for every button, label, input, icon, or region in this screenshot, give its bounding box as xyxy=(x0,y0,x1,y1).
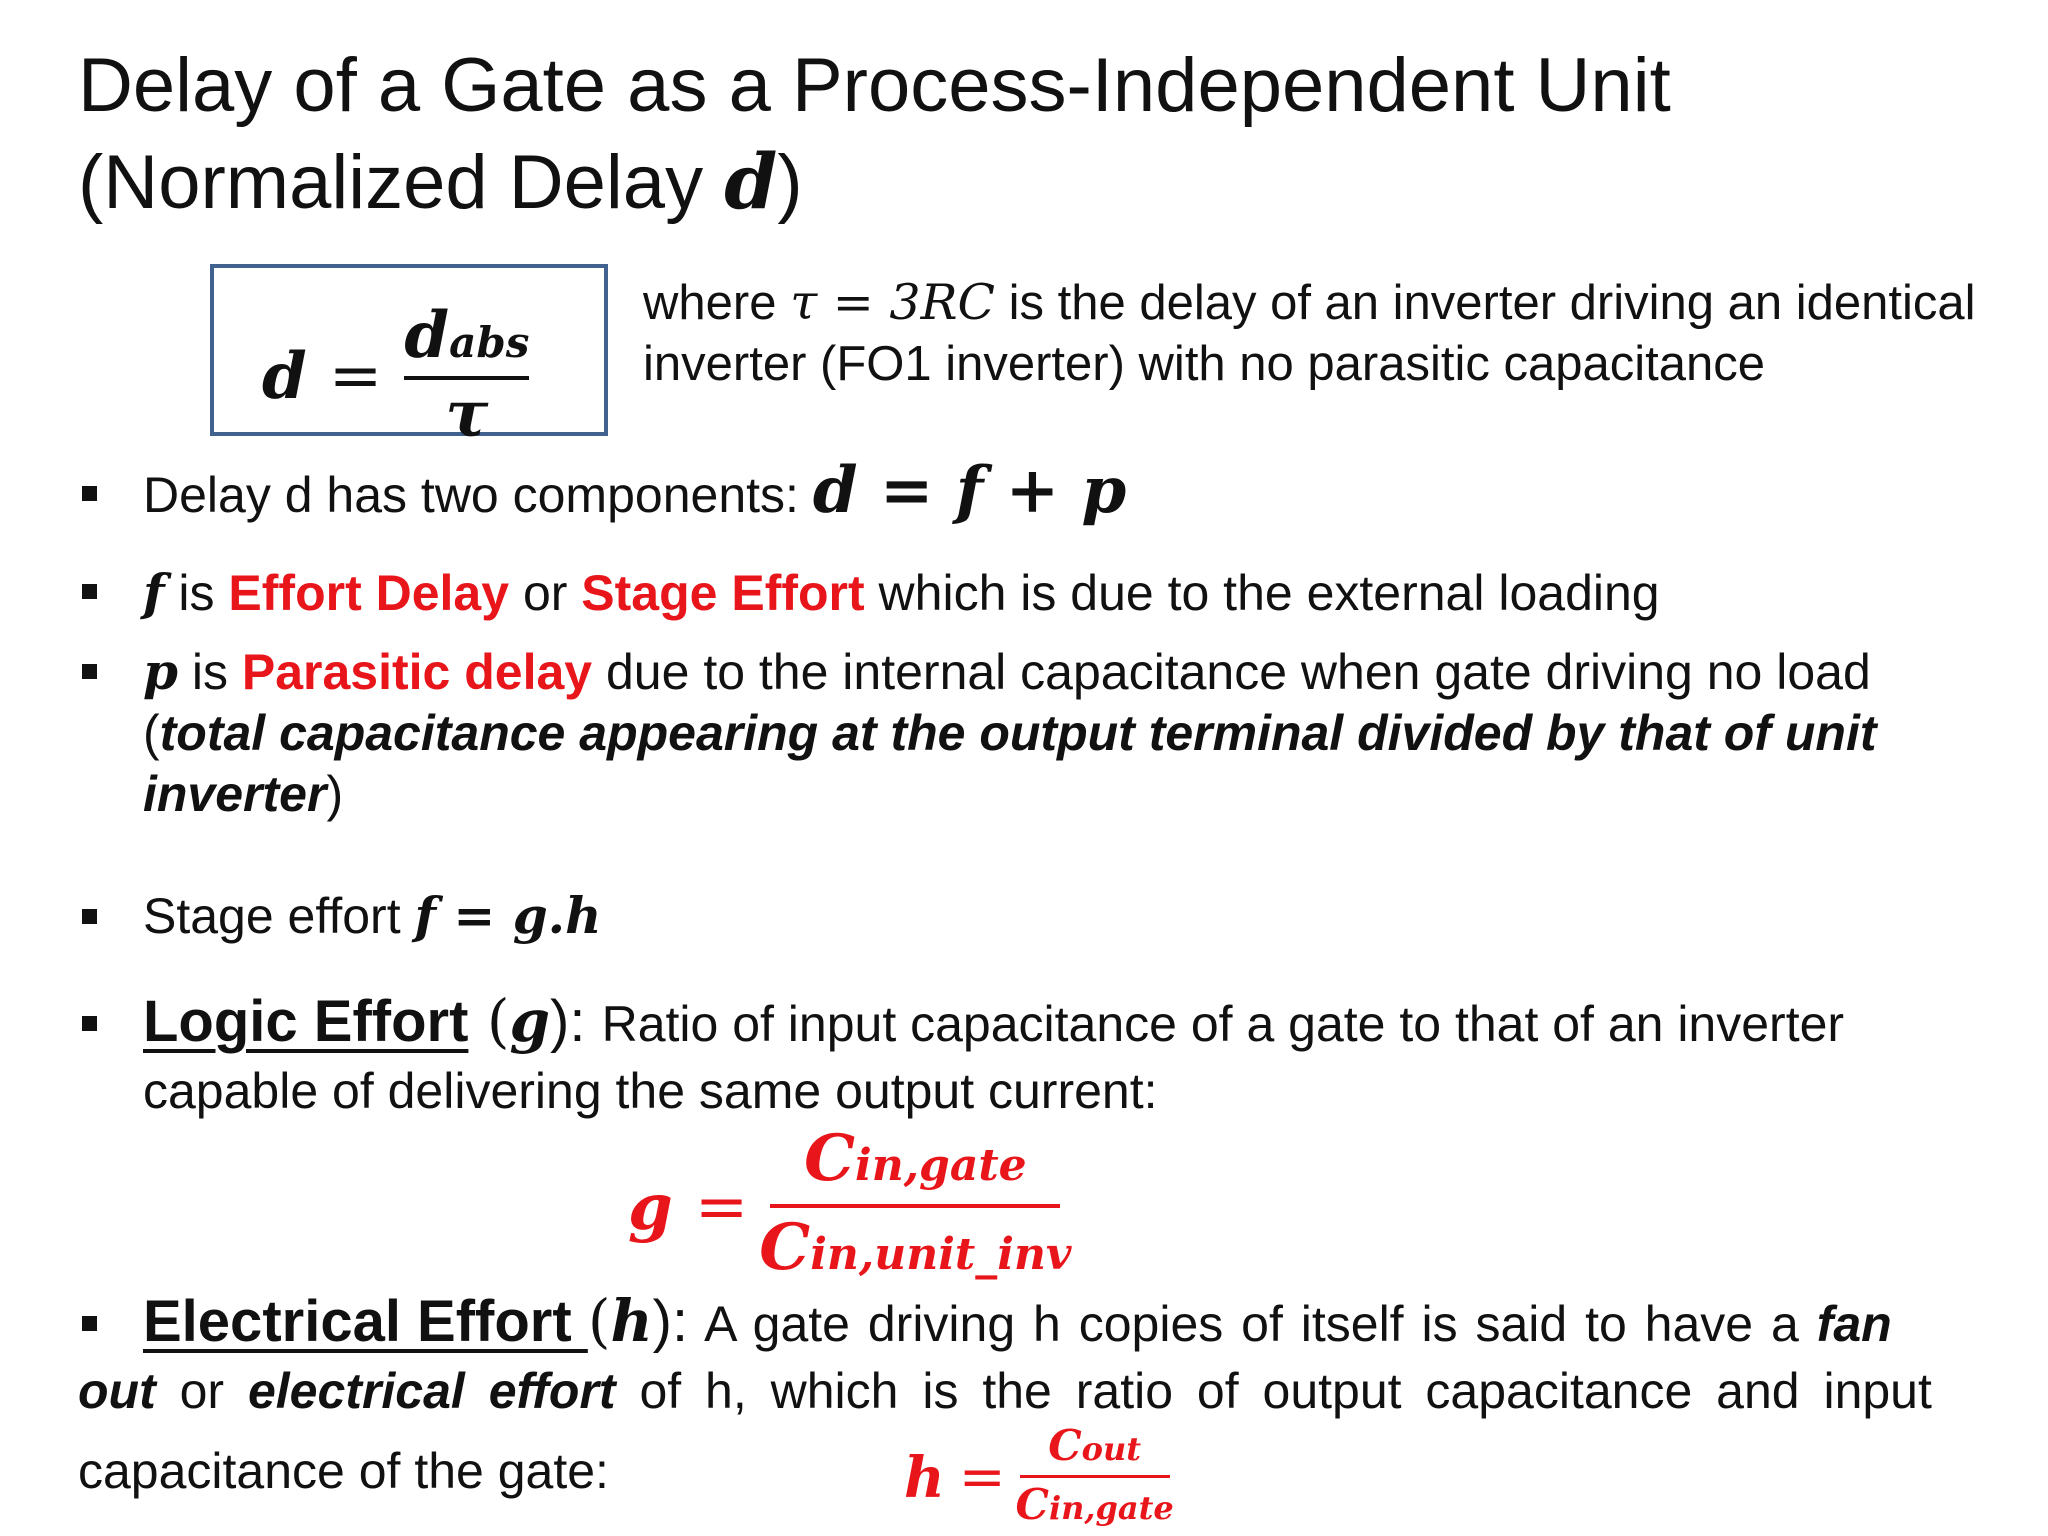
logic-effort-heading: Logic Effort xyxy=(143,989,469,1054)
bullet-delay-components: Delay d has two components: d = f + p xyxy=(143,453,1127,528)
title-line-2: (Normalized Delay d) xyxy=(78,137,803,226)
normalized-delay-formula: d = $\frac{\text{dabs}}{\tau}$ xyxy=(262,298,530,452)
bullet-marker xyxy=(82,1316,97,1331)
bullet-logic-effort: Logic Effort (g): Ratio of input capacitance of a gate to that of an inverter xyxy=(143,987,1845,1055)
bullet-marker xyxy=(82,486,97,501)
bullet-marker xyxy=(82,1016,97,1031)
bullet-electrical-effort: Electrical Effort (h): A gate driving h copies of itself is said to have a fan xyxy=(143,1287,1892,1355)
bullet-stage-effort: Stage effort f = g.h xyxy=(143,886,602,945)
bullet-marker xyxy=(82,664,97,679)
electrical-effort-formula: h = $\frac{\text{Cout}}{\text{Cin,gate}}$ xyxy=(904,1420,1170,1535)
slide-title xyxy=(78,38,1958,231)
bullet-effort-delay: f is Effort Delay or Stage Effort which is due to the external loading xyxy=(143,563,1660,622)
bullet-electrical-effort-line-2: out or electrical effort of h, which is the ratio of output capacitance and input xyxy=(78,1363,1932,1419)
bullet-parasitic-delay-line-3: inverter) xyxy=(143,766,344,822)
electrical-effort-fraction: $\frac{\text{Cout}}{\text{Cin,gate}}$ xyxy=(1015,1421,1174,1529)
logic-effort-fraction: $\frac{\text{Cin,gate}}{\text{Cin,unit\_inv}}$ xyxy=(759,1121,1072,1285)
bullet-logic-effort-line-2: capable of delivering the same output current: xyxy=(143,1063,1158,1119)
bullet-parasitic-delay: p is Parasitic delay due to the internal capacitance when gate driving no load xyxy=(143,642,1871,701)
normalized-delay-formula-box xyxy=(210,264,608,452)
bullet-electrical-effort-line-3: capacitance of the gate: xyxy=(78,1443,609,1499)
title-line-1: Delay of a Gate as a Process-Independent Unit xyxy=(78,43,1671,128)
where-text-line-1: where τ = 3RC is the delay of an inverter driving an identical xyxy=(643,274,1976,331)
bullet-marker xyxy=(82,584,97,599)
where-text-line-2: inverter (FO1 inverter) with no parasitic capacitance xyxy=(643,337,1765,391)
dabs-over-tau-fraction: $\frac{\text{dabs}}{\tau}$ xyxy=(404,298,530,452)
bullet-marker xyxy=(82,909,97,924)
bullet-parasitic-delay-line-2: (total capacitance appearing at the output terminal divided by that of unit xyxy=(143,705,1877,761)
electrical-effort-heading: Electrical Effort xyxy=(143,1289,588,1354)
logic-effort-formula: g = $\frac{\text{Cin,gate}}{\text{Cin,unit\_inv}}$ xyxy=(628,1120,1060,1294)
